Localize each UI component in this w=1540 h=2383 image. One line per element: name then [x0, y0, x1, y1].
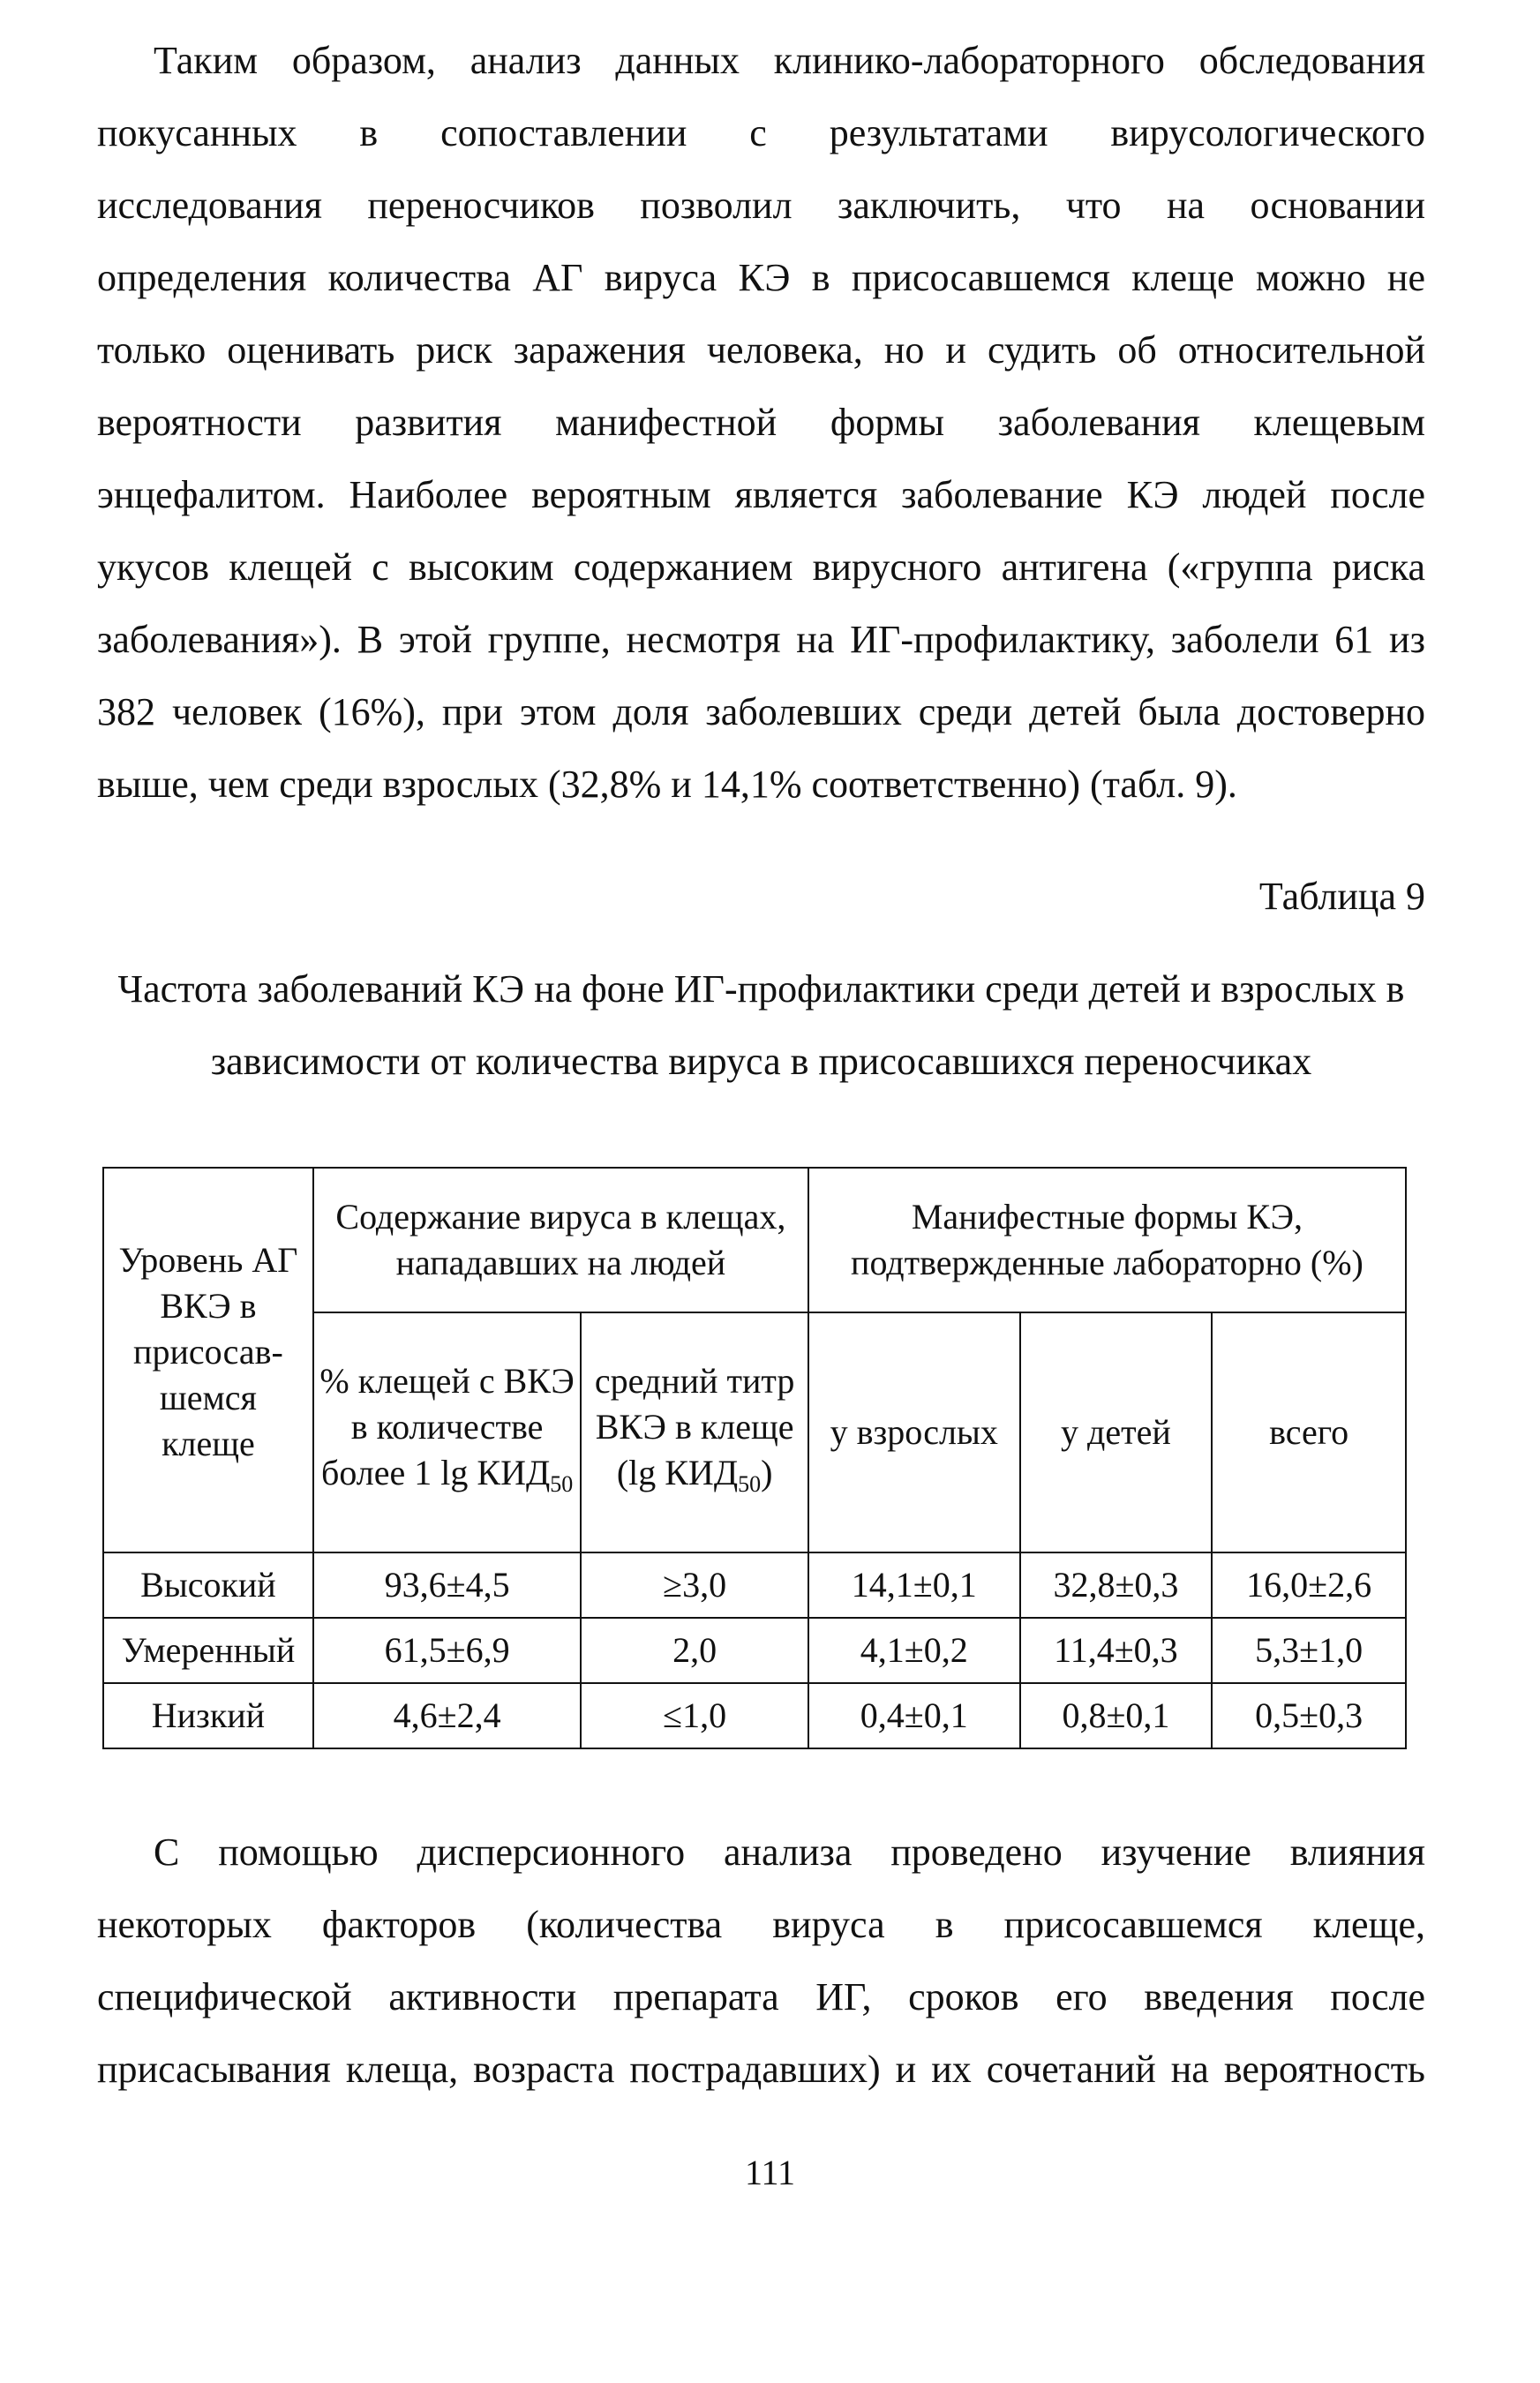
- paragraph-variance-analysis: [97, 1816, 1425, 2106]
- cell-adults: 4,1±0,2: [808, 1618, 1020, 1683]
- cell-pct: 61,5±6,9: [313, 1618, 582, 1683]
- cell-adults: 14,1±0,1: [808, 1552, 1020, 1618]
- header-adults: у взрослых: [808, 1312, 1020, 1552]
- cell-adults: 0,4±0,1: [808, 1683, 1020, 1748]
- text-line: определения количества АГ вируса КЭ в присосавшемся клеще можно не: [97, 256, 1425, 299]
- table-title: [97, 953, 1425, 1098]
- text-line: заболевания»). В этой группе, несмотря на ИГ-профилактику, заболели 61 из: [97, 618, 1425, 661]
- text-line: энцефалитом. Наиболее вероятным является заболевание КЭ людей после: [97, 473, 1425, 516]
- cell-pct: 4,6±2,4: [313, 1683, 582, 1748]
- cell-children: 32,8±0,3: [1020, 1552, 1213, 1618]
- data-table: [102, 1167, 1407, 1749]
- header-mean-titer: средний титр ВКЭ в клеще (lg $КИД_{50}$): [581, 1312, 808, 1552]
- text-line: укусов клещей с высоким содержанием вирусного антигена («группа риска: [97, 545, 1425, 589]
- table-number: Таблица 9: [1258, 875, 1425, 918]
- cell-total: 16,0±2,6: [1212, 1552, 1406, 1618]
- header-total: всего: [1212, 1312, 1406, 1552]
- text-line: некоторых факторов (количества вируса в присосавшемся клеще,: [97, 1903, 1425, 1946]
- header-virus-content: Содержание вируса в клещах, нападавших на людей: [313, 1168, 808, 1312]
- text-line: исследования переносчиков позволил заключить, что на основании: [97, 184, 1425, 227]
- text-line: специфической активности препарата ИГ, сроков его введения после: [97, 1975, 1425, 2018]
- header-pct-ticks: % клещей с ВКЭ в количестве более 1 $\lg КИД_{50}$: [313, 1312, 582, 1552]
- text-line: покусанных в сопоставлении с результатами вирусологического: [97, 111, 1425, 154]
- header-level: Уровень АГ ВКЭ в присосав-шемся клеще: [103, 1168, 313, 1552]
- cell-children: 11,4±0,3: [1020, 1618, 1213, 1683]
- table-row: [103, 1618, 1406, 1683]
- header-manifest-forms: Манифестные формы КЭ, подтвержденные лабораторно (%): [808, 1168, 1406, 1312]
- text-line: 382 человек (16%), при этом доля заболевших среди детей была достоверно: [97, 690, 1425, 733]
- table-row: [103, 1683, 1406, 1748]
- header-children: у детей: [1020, 1312, 1213, 1552]
- text-line: Таким образом, анализ данных клинико-лабораторного обследования: [154, 39, 1425, 82]
- cell-level: Высокий: [103, 1552, 313, 1618]
- page-number: 111: [744, 2153, 796, 2192]
- cell-total: 0,5±0,3: [1212, 1683, 1406, 1748]
- table-row: [103, 1552, 1406, 1618]
- text-line: только оценивать риск заражения человека, но и судить об относительной: [97, 328, 1425, 372]
- cell-pct: 93,6±4,5: [313, 1552, 582, 1618]
- text-line: выше, чем среди взрослых (32,8% и 14,1% соответственно) (табл. 9).: [97, 763, 1237, 806]
- paragraph-conclusion: [97, 25, 1425, 821]
- cell-titer: ≤1,0: [581, 1683, 808, 1748]
- text-line: вероятности развития манифестной формы заболевания клещевым: [97, 401, 1425, 444]
- cell-titer: ≥3,0: [581, 1552, 808, 1618]
- cell-children: 0,8±0,1: [1020, 1683, 1213, 1748]
- cell-total: 5,3±1,0: [1212, 1618, 1406, 1683]
- cell-level: Умеренный: [103, 1618, 313, 1683]
- cell-titer: 2,0: [581, 1618, 808, 1683]
- text-line: присасывания клеща, возраста пострадавших) и их сочетаний на вероятность: [97, 2048, 1425, 2091]
- table-title-line: зависимости от количества вируса в присосавшихся переносчиках: [210, 1040, 1312, 1083]
- text-line: С помощью дисперсионного анализа проведено изучение влияния: [154, 1830, 1425, 1874]
- cell-level: Низкий: [103, 1683, 313, 1748]
- table-title-line: Частота заболеваний КЭ на фоне ИГ-профилактики среди детей и взрослых в: [117, 967, 1405, 1011]
